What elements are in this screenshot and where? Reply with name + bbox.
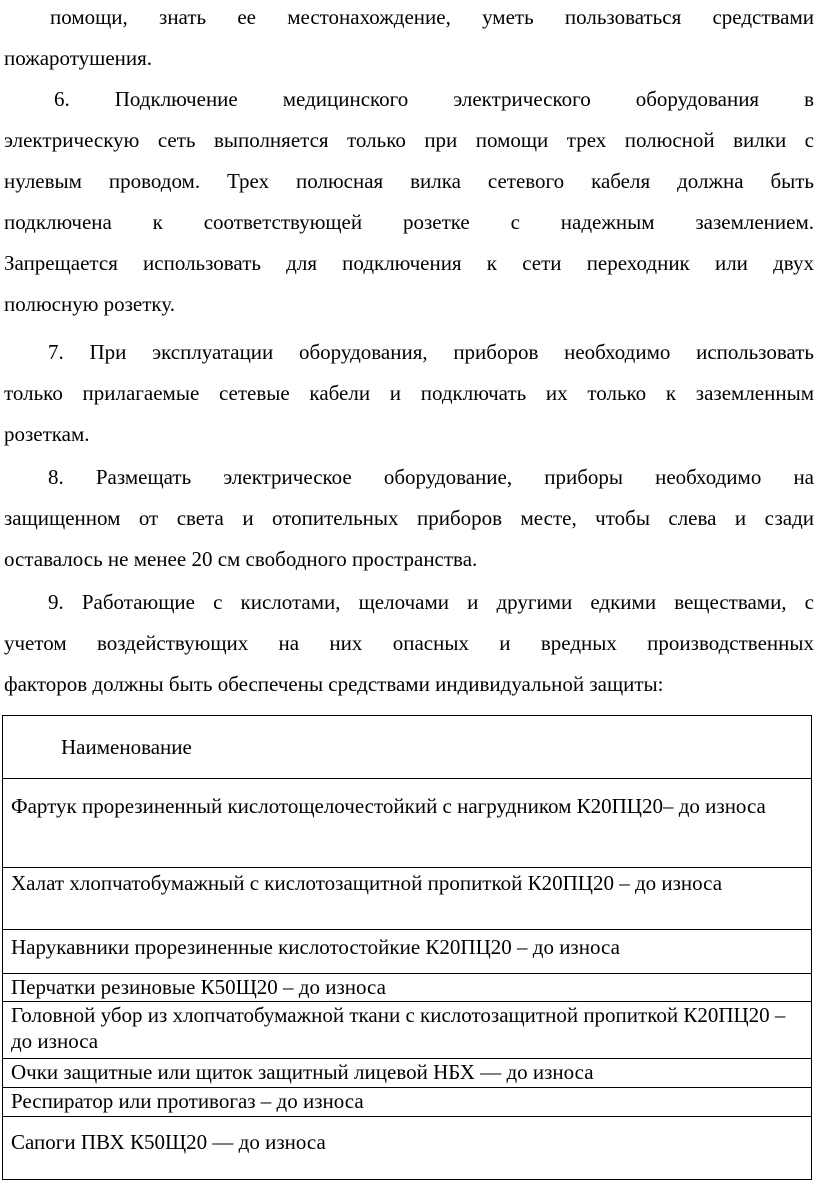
text-line: пожаротушения.	[4, 46, 153, 70]
table-row	[3, 974, 812, 1002]
text-line: 7. При эксплуатации оборудования, приборов необходимо использовать	[48, 340, 814, 364]
table-header-row	[3, 716, 812, 779]
text-line: 9. Работающие с кислотами, щелочами и другими едкими веществами, с	[48, 590, 814, 614]
text-line: факторов должны быть обеспечены средствами индивидуальной защиты:	[4, 672, 664, 696]
text-line: полюсную розетку.	[4, 292, 175, 316]
table-cell: Респиратор или противогаз – до износа	[3, 1088, 812, 1117]
table-row	[3, 1002, 812, 1059]
ppe-table	[2, 715, 812, 1180]
table-cell: Фартук прорезиненный кислотощелочестойкий с нагрудником К20ПЦ20– до износа	[3, 779, 812, 868]
table-cell: Сапоги ПВХ К50Щ20 — до износа	[3, 1117, 812, 1180]
text-line: защищенном от света и отопительных приборов месте, чтобы слева и сзади	[4, 506, 814, 530]
text-line: нулевым проводом. Трех полюсная вилка сетевого кабеля должна быть	[4, 169, 814, 193]
paragraph-7	[4, 332, 814, 455]
paragraph-continuation	[4, 0, 814, 79]
paragraph-8	[4, 457, 814, 580]
table-row	[3, 930, 812, 974]
table-cell: Очки защитные или щиток защитный лицевой НБХ — до износа	[3, 1059, 812, 1088]
table-row	[3, 1059, 812, 1088]
text-line: оставалось не менее 20 см свободного пространства.	[4, 547, 478, 571]
text-line: розеткам.	[4, 422, 90, 446]
table-cell: Халат хлопчатобумажный с кислотозащитной пропиткой К20ПЦ20 – до износа	[3, 868, 812, 930]
table-row	[3, 1117, 812, 1180]
table-row	[3, 868, 812, 930]
table-header-cell: Наименование	[3, 716, 812, 779]
text-line: электрическую сеть выполняется только при помощи трех полюсной вилки с	[4, 128, 814, 152]
table-row	[3, 779, 812, 868]
text-line: учетом воздействующих на них опасных и вредных производственных	[4, 631, 814, 655]
paragraph-6	[4, 79, 814, 325]
paragraph-9	[4, 582, 814, 705]
table-row	[3, 1088, 812, 1117]
text-line: только прилагаемые сетевые кабели и подключать их только к заземленным	[4, 381, 814, 405]
table-cell: Головной убор из хлопчатобумажной ткани с кислотозащитной пропиткой К20ПЦ20 – до износа	[3, 1002, 812, 1059]
text-line: помощи, знать ее местонахождение, уметь пользоваться средствами	[50, 5, 814, 29]
table-cell: Нарукавники прорезиненные кислотостойкие К20ПЦ20 – до износа	[3, 930, 812, 974]
table-cell: Перчатки резиновые К50Щ20 – до износа	[3, 974, 812, 1002]
text-line: 6. Подключение медицинского электрического оборудования в	[54, 87, 814, 111]
text-line: 8. Размещать электрическое оборудование, приборы необходимо на	[48, 465, 814, 489]
text-line: Запрещается использовать для подключения к сети переходник или двух	[4, 251, 814, 275]
text-line: подключена к соответствующей розетке с надежным заземлением.	[4, 210, 814, 234]
